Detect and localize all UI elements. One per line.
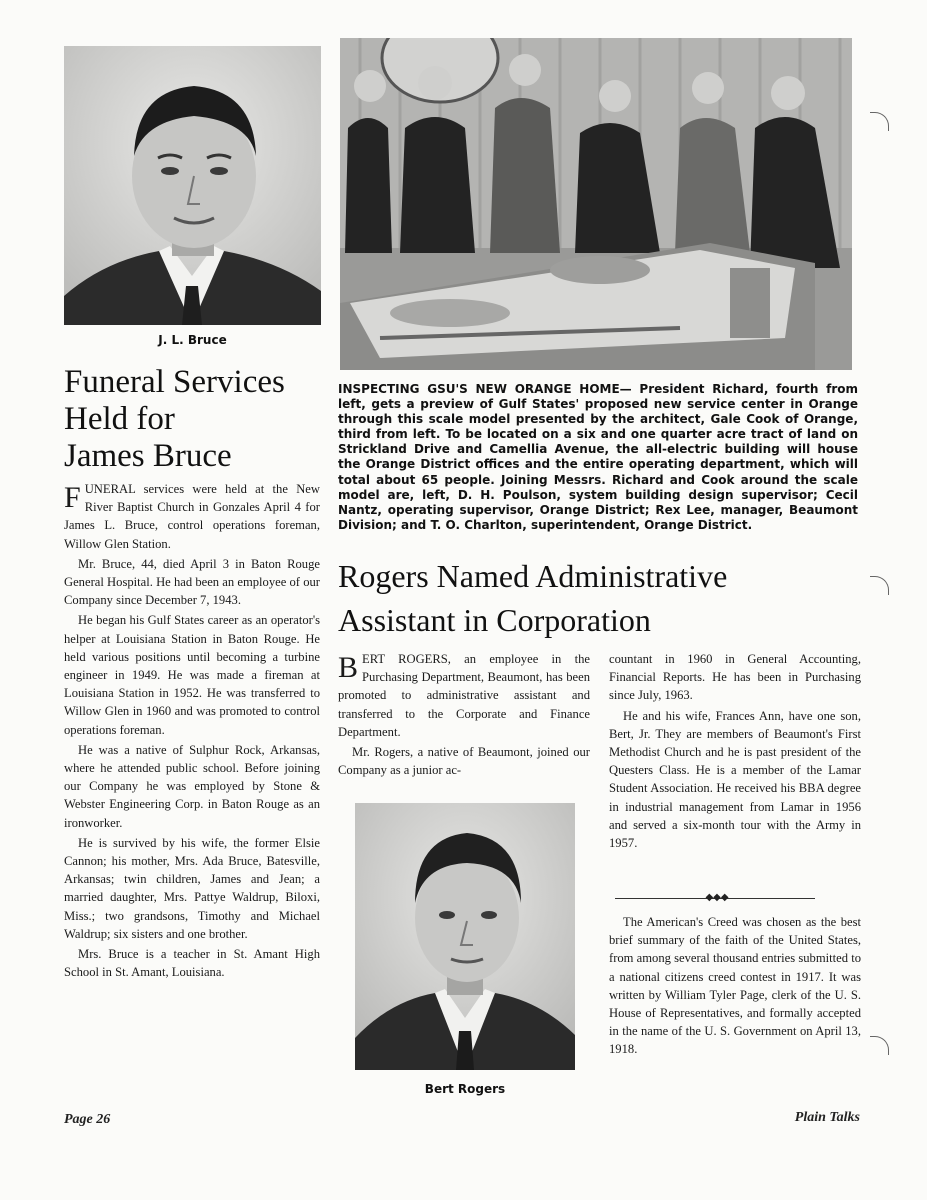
rogers-paragraph-2: Mr. Rogers, a native of Beaumont, joined our Company as a junior ac- bbox=[338, 745, 590, 778]
rogers-article-column-1 bbox=[338, 650, 590, 781]
publication-name: Plain Talks bbox=[794, 1110, 860, 1125]
inspection-caption-body: President Richard, fourth from left, gets a preview of Gulf States' proposed new service center in Orange through this scale model presented by the architect, Gale Cook of Orange, third from left. To be located on a six and one quarter acre tract of land on Strickland Drive and Camellia Avenue, the all-electric building will house the Orange District offices and the entire operating department, which will total about 65 people. Joining Messrs. Richard and Cook around the scale model are, left, D. H. Poulson, system building design supervisor; Cecil Nantz, operating supervisor, Orange District; Rex Lee, manager, Beaumont Division; and T. O. Charlton, superintendent, Orange District. bbox=[338, 382, 858, 532]
margin-mark-bottom bbox=[870, 1036, 889, 1055]
rogers-paragraph-1-text: ERT ROGERS, an employee in the Purchasing Department, Beaumont, has been promoted to administrative assistant and transferred to the Corporate and Finance Department. bbox=[338, 652, 590, 739]
funeral-dropcap: F bbox=[64, 481, 81, 514]
rogers-article-column-2 bbox=[609, 650, 861, 854]
funeral-paragraph-6: Mrs. Bruce is a teacher in St. Amant High School in St. Amant, Louisiana. bbox=[64, 947, 320, 980]
bruce-photo-caption: J. L. Bruce bbox=[158, 333, 227, 347]
rogers-headline-line-1: Rogers Named Administrative bbox=[338, 558, 728, 594]
margin-mark-top bbox=[870, 112, 889, 131]
funeral-paragraph-1 bbox=[64, 480, 320, 553]
funeral-article bbox=[64, 480, 320, 983]
funeral-headline-line-3: James Bruce bbox=[64, 438, 232, 474]
funeral-paragraph-5: He is survived by his wife, the former Elsie Cannon; his mother, Mrs. Ada Bruce, Batesville, Arkansas; twin children, James and Jean; a married daughter, Mrs. Pattye Waldrup, Biloxi, Miss.; two grandsons, Timothy and Michael Waldrup; six sisters and one brother. bbox=[64, 835, 320, 941]
page-number: Page 26 bbox=[64, 1112, 111, 1127]
group-photo-illustration bbox=[340, 38, 852, 370]
rogers-paragraph-1 bbox=[338, 650, 590, 741]
rogers-headline bbox=[338, 554, 858, 642]
funeral-headline bbox=[64, 364, 324, 475]
divider-ornament-icon: ◆◆◆ bbox=[705, 892, 729, 903]
scale-model-group-photo bbox=[340, 38, 852, 370]
rogers-paragraph-4: He and his wife, Frances Ann, have one son, Bert, Jr. They are members of Beaumont's First Methodist Church and he is past president of the Questers Class. He is a member of the Lamar Student Association. He received his BBA degree in industrial management from Lamar in 1956 and served a six-month tour with the Army in 1957. bbox=[609, 708, 861, 851]
funeral-paragraph-2: Mr. Bruce, 44, died April 3 in Baton Rouge General Hospital. He had been an employee of our Company since December 7, 1943. bbox=[64, 556, 320, 608]
rogers-dropcap: B bbox=[338, 651, 359, 684]
funeral-paragraph-4: He was a native of Sulphur Rock, Arkansas, where he attended public school. Before joining our Company he was employed by Stone & Webster Engineering Corp. in Baton Rouge as an ironworker. bbox=[64, 742, 320, 830]
funeral-paragraph-1-text: UNERAL services were held at the New River Baptist Church in Gonzales April 4 for James L. Bruce, control operations foreman, Willow Glen Station. bbox=[64, 482, 320, 551]
funeral-headline-line-2: Held for bbox=[64, 401, 175, 437]
funeral-headline-line-1: Funeral Services bbox=[64, 364, 285, 400]
rogers-headline-line-2: Assistant in Corporation bbox=[338, 602, 651, 638]
rogers-photo bbox=[355, 803, 575, 1070]
creed-paragraph: The American's Creed was chosen as the best brief summary of the faith of the United States, from among several thousand entries submitted to a national citizens creed contest in 1917. It was written by William Tyler Page, clerk of the U. S. House of Representatives, and formally accepted in the name of the U. S. Government on April 13, 1918. bbox=[609, 915, 861, 1057]
rogers-photo-caption: Bert Rogers bbox=[424, 1082, 506, 1096]
margin-mark-middle bbox=[870, 576, 889, 595]
funeral-paragraph-3: He began his Gulf States career as an operator's helper at Louisiana Station in Baton Rouge. He held various positions until becoming a turbine engineer in 1949. He was made a fireman at Louisiana Station in 1952. He was transferred to Willow Glen in 1960 and was promoted to control operations foreman. bbox=[64, 613, 320, 737]
rogers-paragraph-3: countant in 1960 in General Accounting, Financial Reports. He has been in Purchasing since July, 1963. bbox=[609, 652, 861, 703]
bruce-portrait-illustration bbox=[64, 46, 321, 325]
creed-article bbox=[609, 913, 861, 1061]
rogers-portrait-illustration bbox=[355, 803, 575, 1070]
inspection-caption-lead: INSPECTING GSU'S NEW ORANGE HOME— bbox=[338, 382, 632, 396]
inspection-caption bbox=[338, 382, 858, 533]
bruce-photo bbox=[64, 46, 321, 325]
